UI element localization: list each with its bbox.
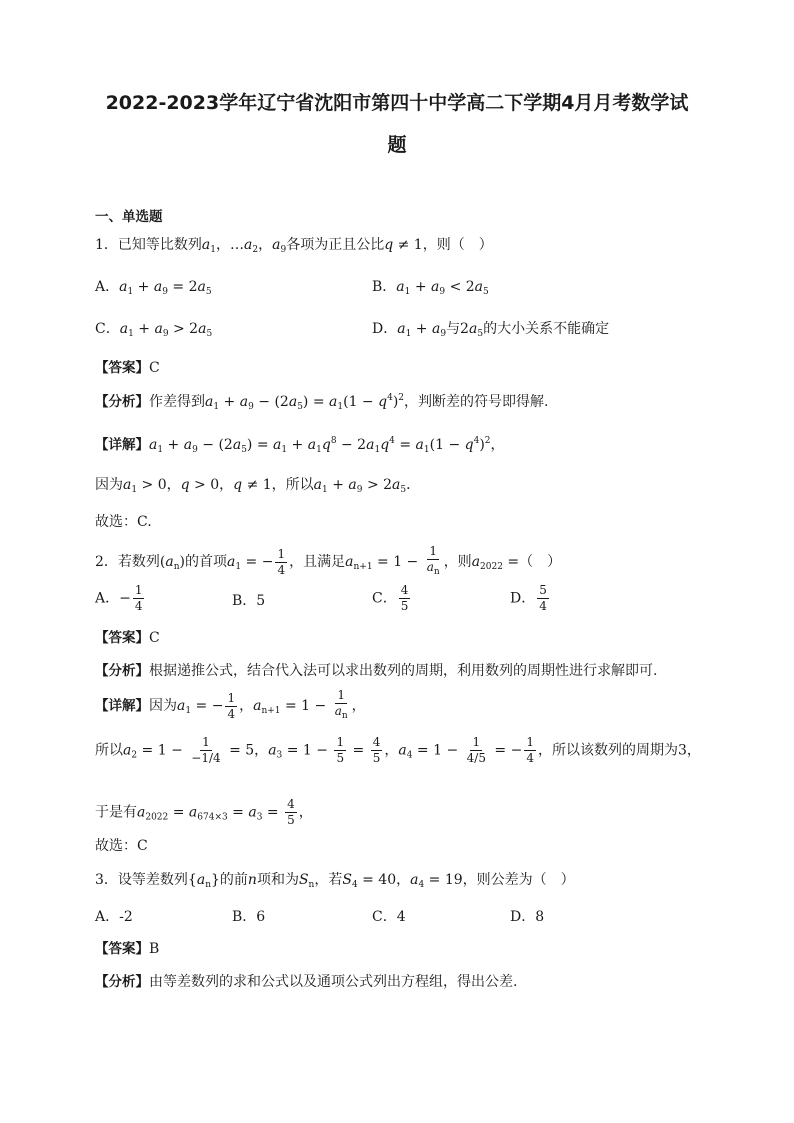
- q1-stem: 1．已知等比数列$a_1$，$\dots a_2$，$a_9$各项为正且公比q ≠ 1，则（ ）: [95, 237, 493, 255]
- q1-detail: 【详解】$a_1 + a_9 - (2a_5) = a_1 + a_1q^8 - 2a_1q^4 = a_1(1 - q^4)^2$，: [95, 436, 505, 455]
- q2-option-d: D． $\frac{5}{4}$: [510, 583, 547, 613]
- q2-option-a: A．− $\frac{1}{4}$: [95, 583, 143, 613]
- q1-option-b: B．$a_1 + a_9 < 2a_5$: [372, 279, 489, 297]
- q1-option-d: D．$a_1 + a_9$与$2a_5$的大小关系不能确定: [372, 321, 610, 339]
- q1-analysis: 【分析】作差得到$a_1 + a_9 - (2a_5) = a_1(1 - q^4)^2$，判断差的符号即得解.: [95, 393, 549, 412]
- q3-option-d: D．8: [510, 909, 545, 925]
- q1-choose: 故选：C.: [95, 514, 152, 530]
- q1-option-c: C．$a_1 + a_9 > 2a_5$: [95, 321, 213, 339]
- q3-stem: 3．设等差数列$\{a_n\}$的前n项和为$S_n$，若$S_4 = 40$，$a_4 = 19$，则公差为（ ）: [95, 872, 575, 890]
- q2-analysis: 【分析】根据递推公式，结合代入法可以求出数列的周期，利用数列的周期性进行求解即可.: [95, 663, 658, 679]
- q3-answer: 【答案】B: [95, 941, 160, 957]
- page-title-line2: 题: [387, 134, 407, 156]
- q2-detail: 【详解】因为$a_1$ = − $\frac{1}{4}$ ，$a_{n+1} = 1$ − $\frac{1}{a_n}$ ，: [95, 688, 366, 721]
- q3-analysis: 【分析】由等差数列的求和公式以及通项公式列出方程组，得出公差.: [95, 974, 518, 990]
- q1-answer: 【答案】C: [95, 360, 160, 376]
- q2-stem: 2．若数列$(a_n)$的首项$a_1$ = − $\frac{1}{4}$ ，且满足$a_{n+1} = 1$ − $\frac{1}{a_n}$ ，则$a_{2022}$ =（ ）: [95, 544, 562, 577]
- q1-detail-reason: 因为$a_1 > 0$，q > 0，q ≠ 1，所以$a_1 + a_9 > 2a_5$．: [95, 477, 421, 495]
- q2-detail-period: 所以$a_2 = 1$ − $\frac{1}{-1/4}$ = 5，$a_3 = 1$ − $\frac{1}{5}$ = $\frac{4}{5}$ ，$a_4 = 1$ − $\frac{1}{4/5}$ = − $\frac{1}{4}$ ，所以该数列的周期为3，: [95, 735, 701, 765]
- q3-option-b: B．6: [232, 909, 266, 925]
- q3-option-a: A．-2: [95, 909, 133, 925]
- q3-option-c: C．4: [372, 909, 406, 925]
- page-title-line1: 2022-2023学年辽宁省沈阳市第四十中学高二下学期4月月考数学试: [105, 92, 689, 114]
- q2-choose: 故选：C: [95, 838, 148, 854]
- section-heading: 一、单选题: [95, 209, 163, 225]
- q2-option-c: C． $\frac{4}{5}$: [372, 583, 409, 613]
- q2-detail-result: 于是有$a_{2022} = a_{674\times 3} = a_3$ = $\frac{4}{5}$ ，: [95, 797, 313, 827]
- q1-option-a: A．$a_1 + a_9 = 2a_5$: [95, 279, 212, 297]
- q2-answer: 【答案】C: [95, 630, 160, 646]
- q2-option-b: B．5: [232, 593, 266, 609]
